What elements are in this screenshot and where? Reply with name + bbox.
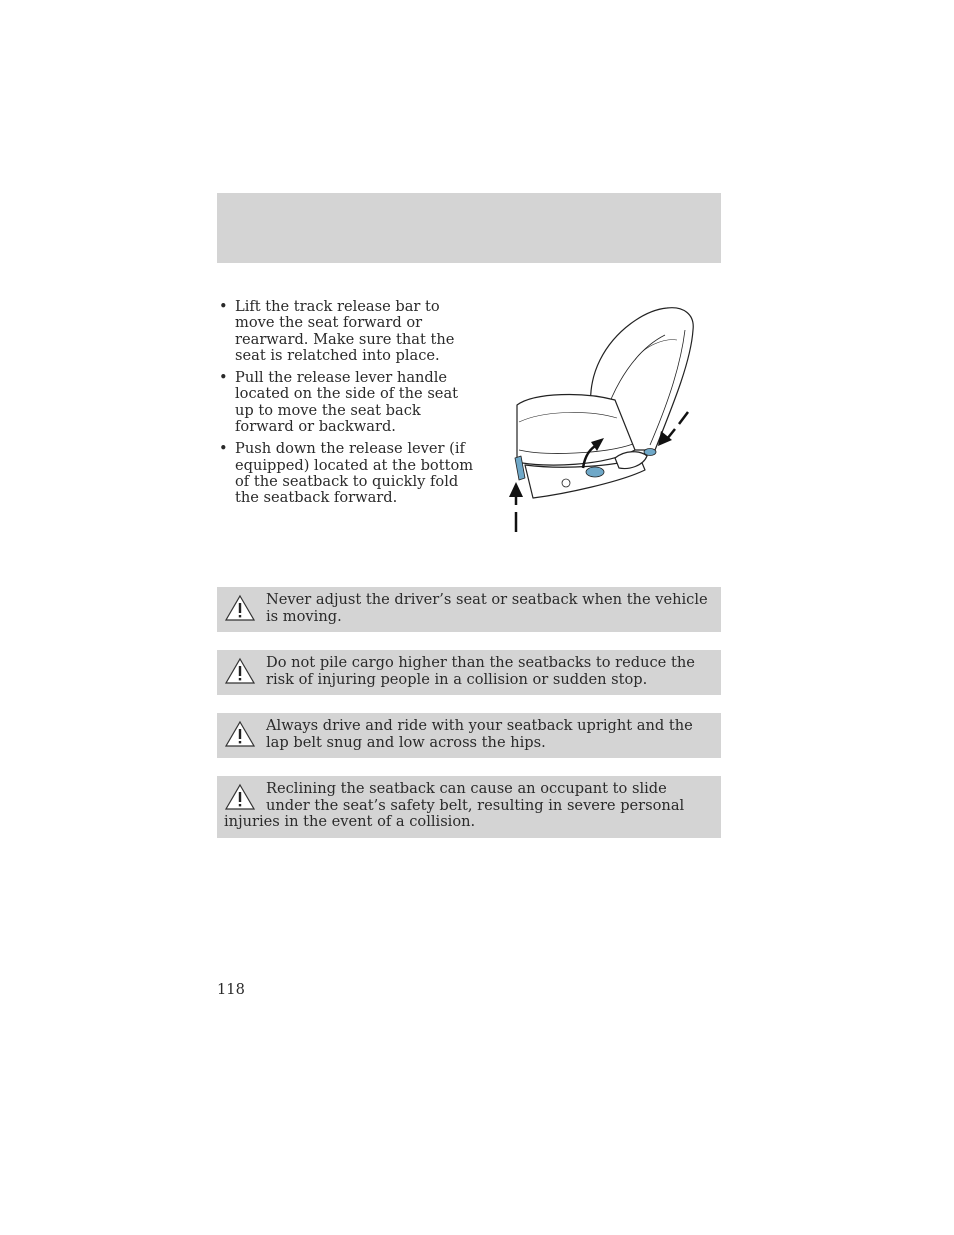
bullet-text: Push down the release lever (if equipped) located at the bottom of the seatback to quickly fold the seatback forward. xyxy=(235,440,474,507)
bullet-text: Lift the track release bar to move the seat forward or rearward. Make sure that the seat is relatched into place. xyxy=(235,298,455,364)
warning-triangle-icon xyxy=(224,720,256,748)
seat-adjustment-list xyxy=(217,299,479,513)
warning-box xyxy=(217,713,721,758)
seat-illustration xyxy=(505,300,705,535)
warning-triangle-icon xyxy=(224,783,256,811)
page-number: 118 xyxy=(217,981,245,998)
warning-text: Never adjust the driver’s seat or seatback when the vehicle is moving. xyxy=(266,591,708,625)
list-item xyxy=(217,370,479,435)
warning-triangle-icon xyxy=(224,657,256,685)
warning-text: Do not pile cargo higher than the seatbacks to reduce the risk of injuring people in a collision or sudden stop. xyxy=(266,654,695,688)
list-item xyxy=(217,441,479,506)
bullet-symbol: • xyxy=(219,440,228,458)
warning-box xyxy=(217,776,721,838)
warning-text: Reclining the seatback can cause an occupant to slide under the seat’s safety belt, resulting in severe personal injuries in the event of a collision. xyxy=(224,780,685,830)
header-band xyxy=(217,193,721,263)
bullet-text: Pull the release lever handle located on the side of the seat up to move the seat back forward or backward. xyxy=(235,369,459,436)
warning-box xyxy=(217,587,721,632)
warning-triangle-icon xyxy=(224,594,256,622)
warning-box xyxy=(217,650,721,695)
warning-text: Always drive and ride with your seatback upright and the lap belt snug and low across the hips. xyxy=(266,717,693,751)
bullet-symbol: • xyxy=(219,369,228,387)
list-item xyxy=(217,299,479,364)
bullet-symbol: • xyxy=(219,298,228,315)
